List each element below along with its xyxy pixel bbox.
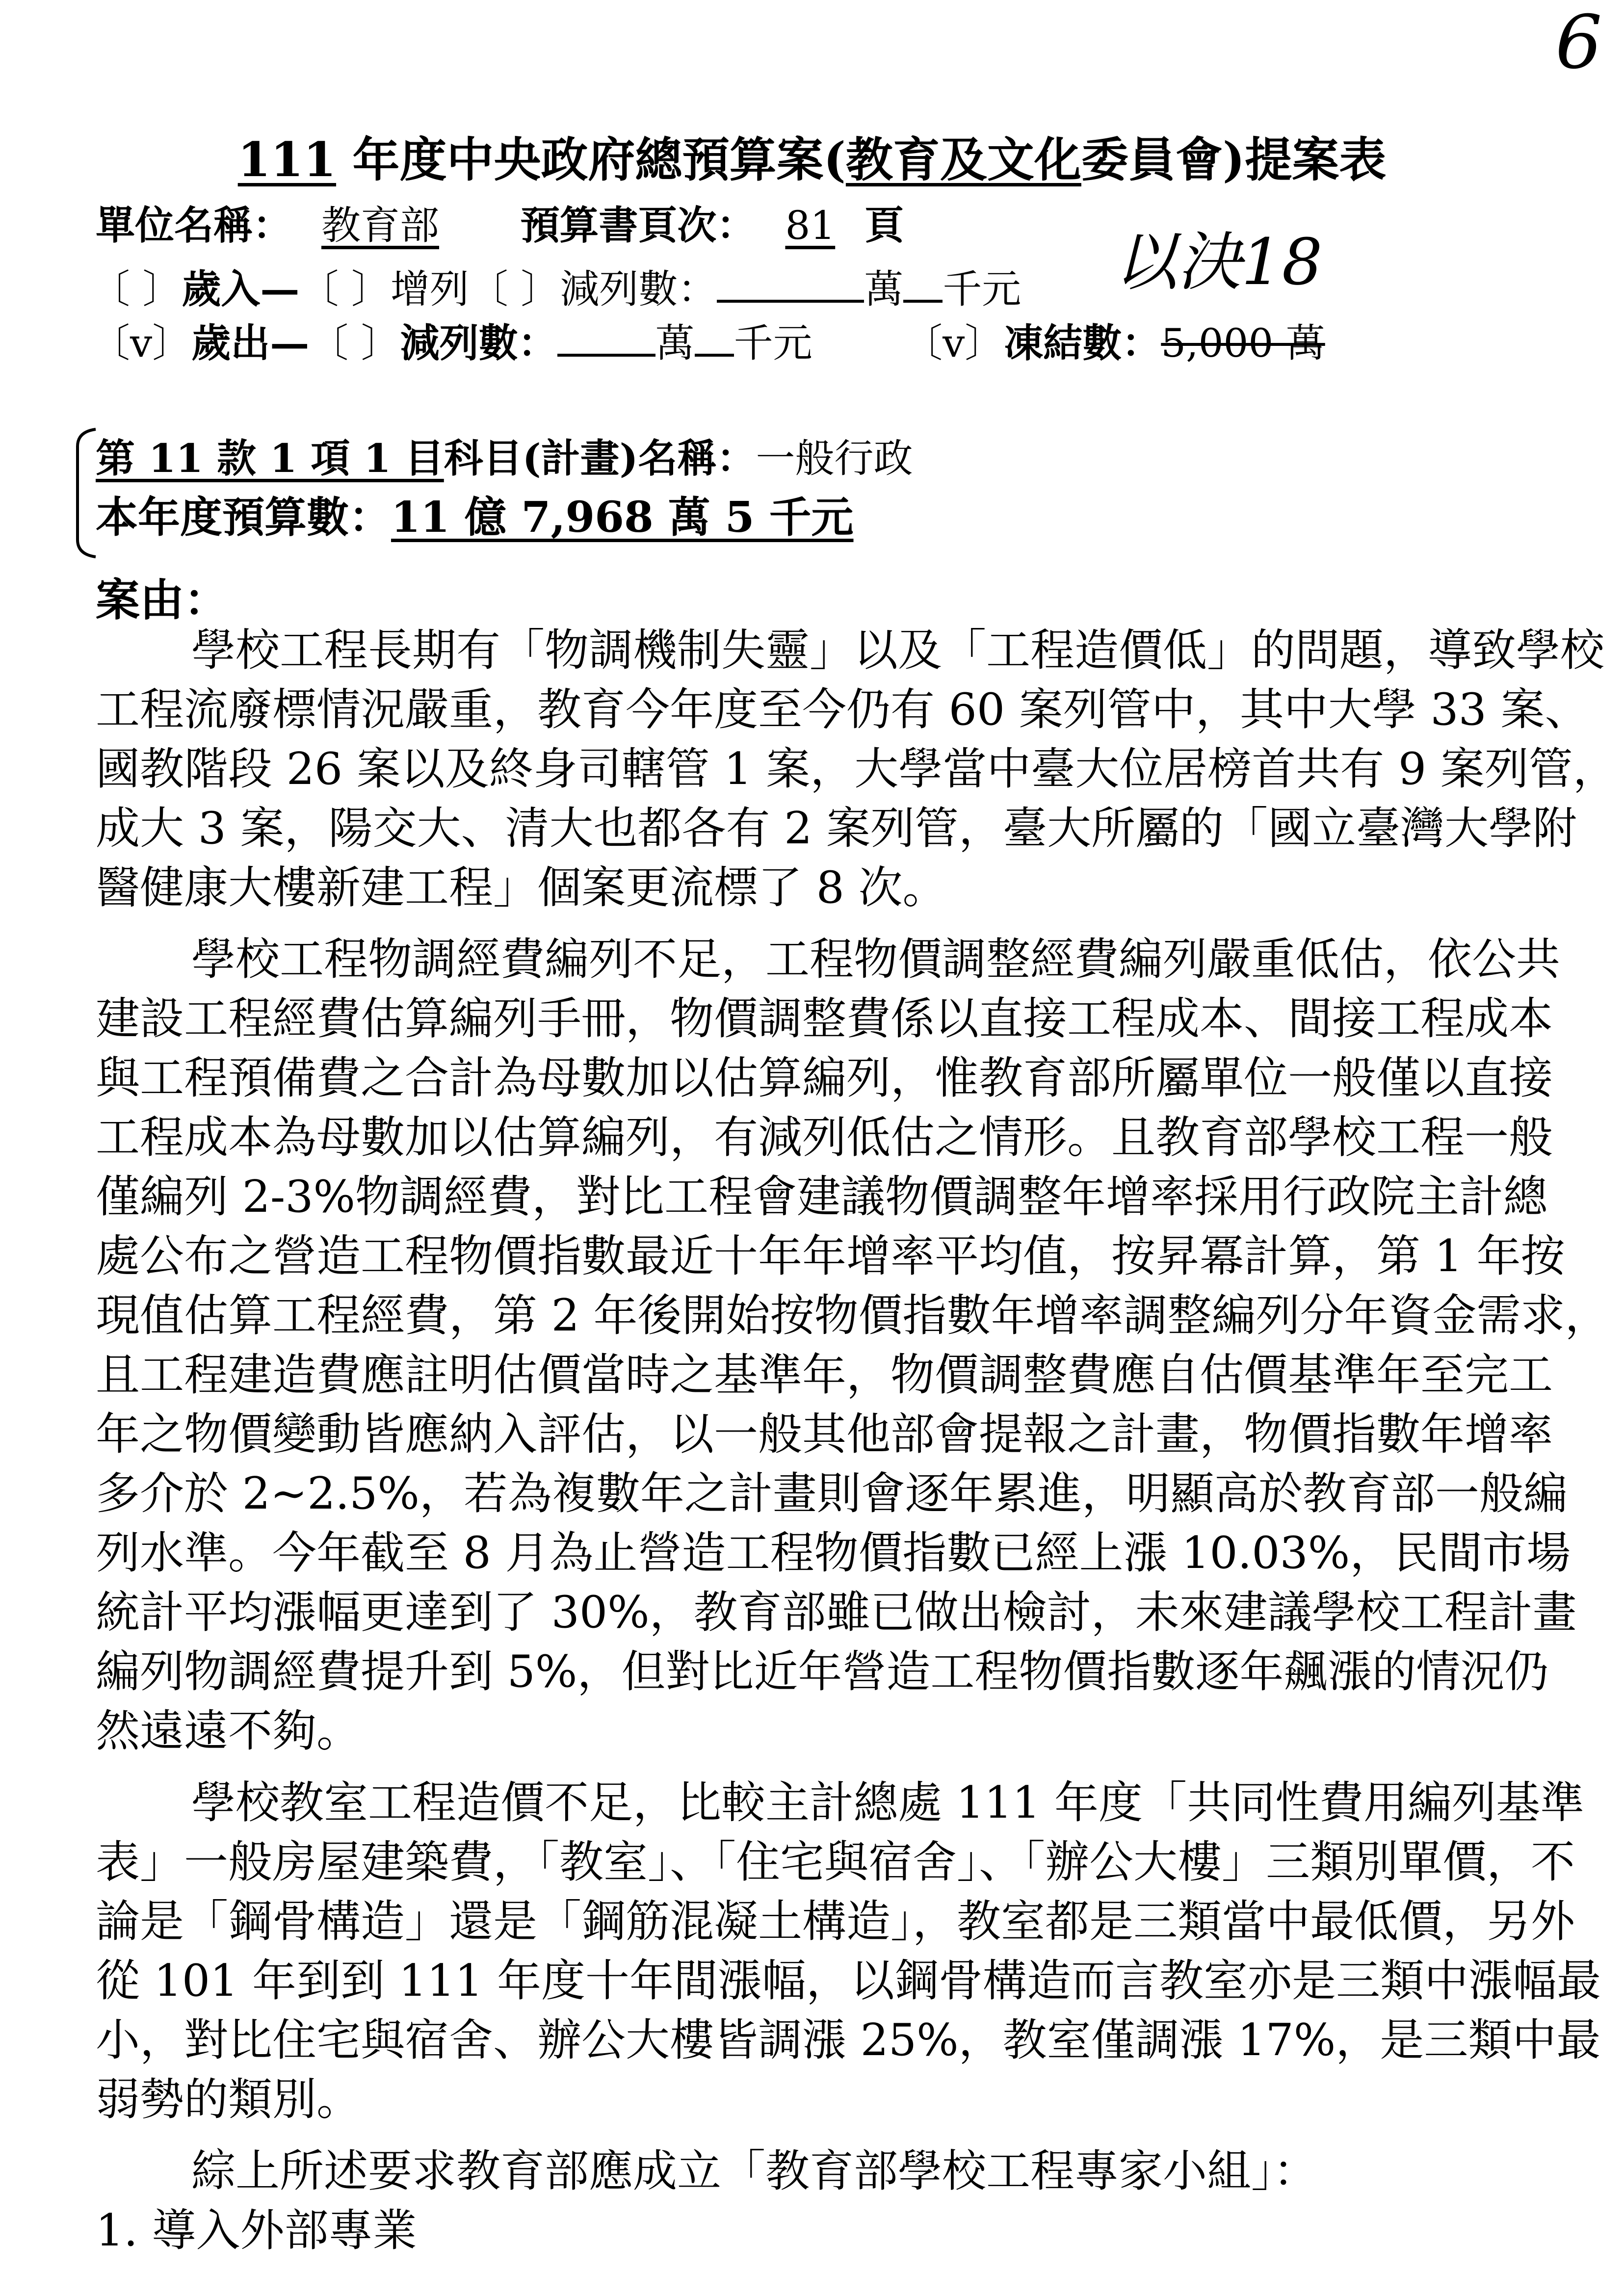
item-name: 一般行政 [756,436,913,481]
paragraph [96,621,1617,917]
title-year: 111 [237,132,337,187]
revenue-add-checkbox[interactable]: 〔 〕 [299,266,391,312]
revenue-cut-label: 減列數： [560,266,717,312]
freeze-checkbox[interactable]: 〔v〕 [903,320,1004,366]
budget-value: 11 億 7,968 萬 5 千元 [391,493,854,542]
revenue-label: 歲入— [182,266,300,312]
text-line: 編列物調經費提升到 5%，但對比近年營造工程物價指數逐年飆漲的情況仍 [96,1646,1549,1697]
text-line: 工程成本為母數加以估算編列，有減列低估之情形。且教育部學校工程一般 [96,1112,1553,1163]
text-line: 弱勢的類別。 [96,2074,361,2125]
expense-cut-checkbox[interactable]: 〔 〕 [309,320,400,366]
text-line: 論是「鋼骨構造」還是「鋼筋混凝土構造」，教室都是三類當中最低價，另外 [96,1896,1575,1947]
unit-row [96,194,904,250]
unit-value: 教育部 [321,203,439,248]
expense-checkbox[interactable]: 〔v〕 [91,320,192,366]
unit-label: 單位名稱： [96,202,292,248]
text-line: 學校教室工程造價不足，比較主計總處 111 年度「共同性費用編列基準 [191,1777,1584,1828]
title-part: 委員會)提案表 [1081,132,1387,187]
text-line: 且工程建造費應註明估價當時之基準年，物價調整費應自估價基準年至完工 [96,1349,1553,1401]
reason-heading: 案由： [96,574,228,626]
text-line: 學校工程長期有「物調機制失靈」以及「工程造價低」的問題，導致學校 [191,625,1604,676]
revenue-checkbox[interactable]: 〔 〕 [91,266,182,312]
paragraph [96,930,1609,1761]
text-line: 醫健康大樓新建工程」個案更流標了 8 次。 [96,862,947,913]
revenue-wan-blank[interactable] [717,300,864,303]
text-line: 與工程預備費之合計為母數加以估算編列，惟教育部所屬單位一般僅以直接 [96,1052,1553,1104]
revenue-row [91,258,1021,314]
handwritten-note: 以決18 [1114,225,1323,299]
qian-label: 千元 [943,266,1022,312]
expense-row [91,312,1325,368]
text-line: 年之物價變動皆應納入評估，以一般其他部會提報之計畫，物價指數年增率 [96,1409,1553,1460]
text-line: 列水準。今年截至 8 月為止營造工程物價指數已經上漲 10.03%，民間市場 [96,1527,1571,1579]
text-line: 建設工程經費估算編列手冊，物價調整費係以直接工程成本、間接工程成本 [96,993,1553,1044]
page-label: 預算書頁次： [520,202,756,248]
text-line: 多介於 2~2.5%，若為複數年之計畫則會逐年累進，明顯高於教育部一般編 [96,1468,1568,1519]
text-line: 統計平均漲幅更達到了 30%，教育部雖已做出檢討，未來建議學校工程計畫 [96,1587,1577,1638]
qian-label: 千元 [733,320,812,366]
revenue-add-label: 增列 [390,266,469,312]
item-row [96,427,913,483]
revenue-qian-blank[interactable] [903,300,943,303]
reason-body [96,621,1617,2260]
text-line: 從 101 年到到 111 年度十年間漲幅，以鋼骨構造而言教室亦是三類中漲幅最 [96,1955,1601,2007]
text-line: 現值估算工程經費，第 2 年後開始按物價指數年增率調整編列分年資金需求， [96,1290,1609,1341]
revenue-cut-checkbox[interactable]: 〔 〕 [469,266,560,312]
page-value: 81 [785,203,836,248]
text-line: 成大 3 案，陽交大、清大也都各有 2 案列管，臺大所屬的「國立臺灣大學附 [96,803,1577,854]
paragraph [96,1773,1601,2129]
text-line: 表」一般房屋建築費，「教室」、「住宅與宿舍」、「辦公大樓」三類別單價，不 [96,1836,1575,1888]
section-bracket [74,427,98,559]
page-title [0,123,1624,190]
expense-wan-blank[interactable] [557,354,655,357]
text-line: 處公布之營造工程物價指數最近十年年增率平均值，按昇冪計算，第 1 年按 [96,1230,1565,1282]
wan-label: 萬 [864,266,904,312]
paragraph [96,2141,1541,2201]
title-committee: 教育及文化 [845,132,1081,187]
title-part: 年度中央政府總預算案( [336,132,846,187]
freeze-value: 5,000 萬 [1161,320,1325,366]
budget-row [96,483,854,544]
wan-label: 萬 [655,320,695,366]
text-line: 工程流廢標情況嚴重，教育今年度至今仍有 60 案列管中，其中大學 33 案、 [96,684,1589,735]
text-line: 然遠遠不夠。 [96,1705,361,1757]
text-line: 學校工程物調經費編列不足，工程物價調整經費編列嚴重低估，依公共 [191,934,1560,985]
expense-cut-label: 減列數： [400,320,557,366]
expense-qian-blank[interactable] [695,354,734,357]
text-line: 綜上所述要求教育部應成立「教育部學校工程專家小組」： [191,2145,1317,2197]
expense-label: 歲出— [191,320,310,366]
freeze-label: 凍結數： [1004,320,1161,366]
page-unit: 頁 [864,202,904,248]
item-code: 第 11 款 1 項 1 目 [96,435,444,481]
budget-label: 本年度預算數： [96,493,391,542]
text-line: 僅編列 2-3%物調經費，對比工程會建議物價調整年增率採用行政院主計總 [96,1171,1548,1223]
text-line: 小，對比住宅與宿舍、辦公大樓皆調漲 25%，教室僅調漲 17%，是三類中最 [96,2014,1601,2066]
list-item: 1. 導入外部專業 [96,2205,417,2256]
text-line: 國教階段 26 案以及終身司轄管 1 案，大學當中臺大位居榜首共有 9 案列管， [96,743,1617,795]
page-number-handwritten: 6 [1555,0,1602,85]
item-label: 科目(計畫)名稱： [444,435,756,481]
